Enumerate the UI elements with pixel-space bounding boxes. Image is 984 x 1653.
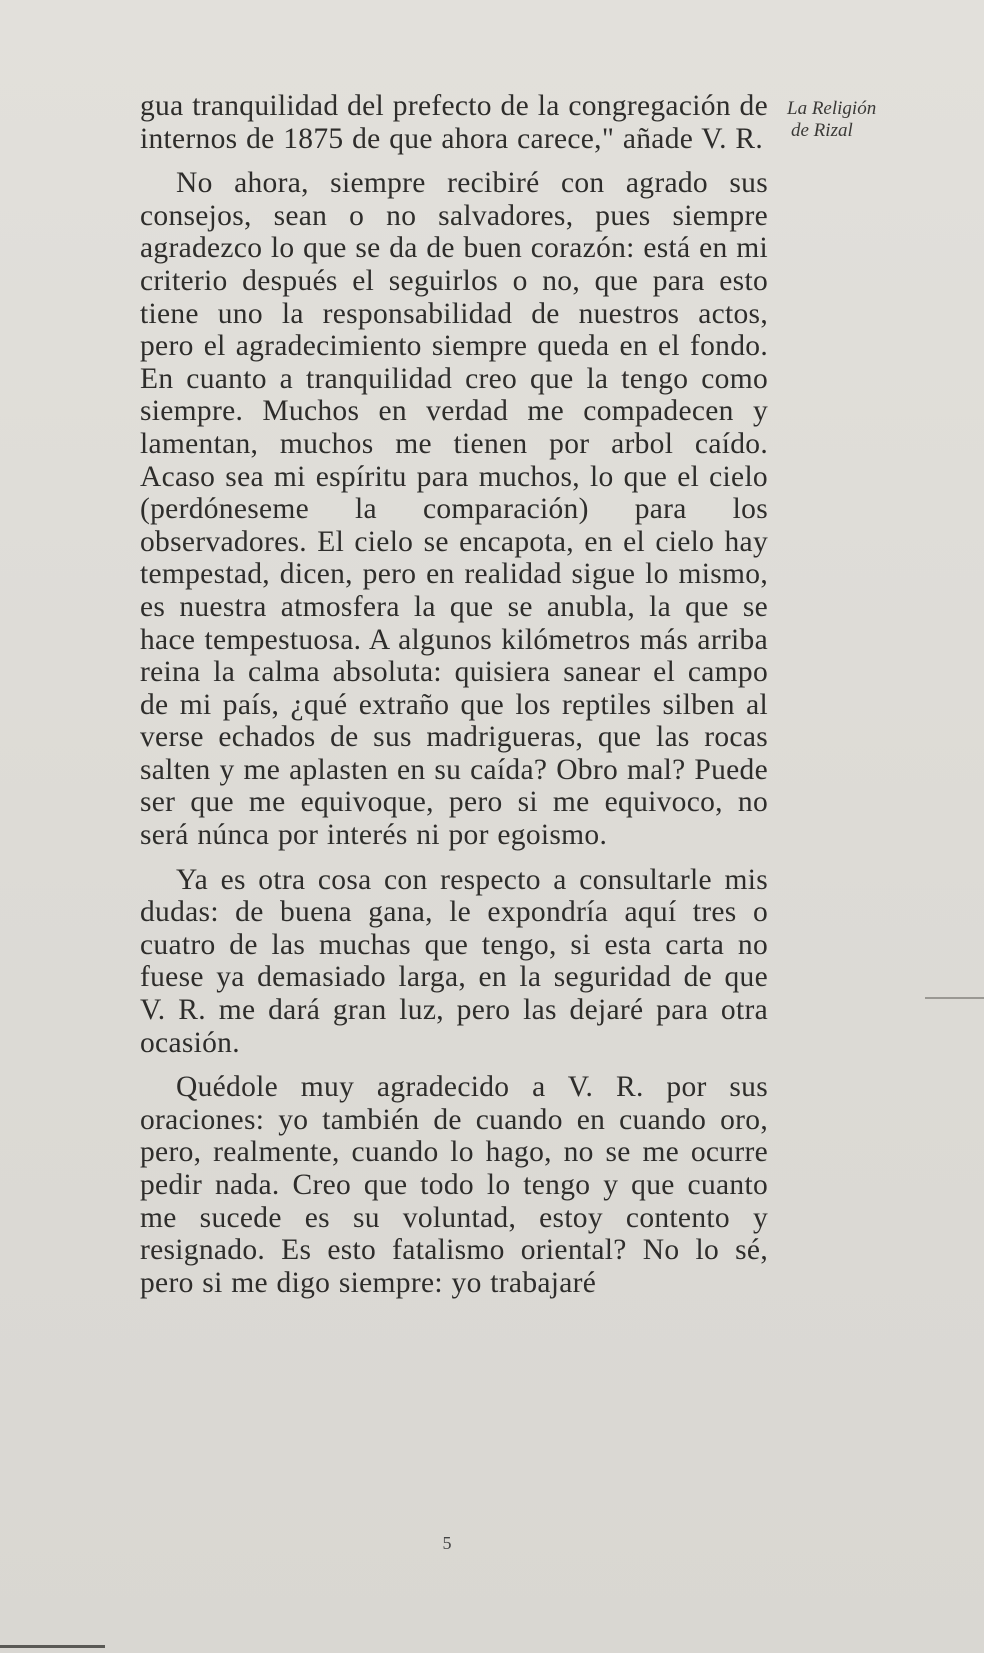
paragraph: Quédole muy agradecido a V. R. por sus oraciones: yo también de cuando en cuando oro, pero, realmente, cuando lo hago, no se me ocurre pedir nada. Creo que todo lo tengo y que cuanto me sucede es su voluntad, estoy contento y resignado. Es esto fatalismo oriental? No lo sé, pero si me digo siempre: yo trabajaré [140, 1071, 768, 1299]
margin-rule-divider [925, 997, 984, 999]
paragraph-continued: gua tranquilidad del prefecto de la congregación de internos de 1875 de que ahora carece," añade V. R. [140, 90, 768, 155]
body-text [140, 90, 768, 1311]
running-head-subtitle: de Rizal [791, 120, 853, 141]
paragraph: Ya es otra cosa con respecto a consultarle mis dudas: de buena gana, le expondría aquí tres o cuatro de las muchas que tengo, si esta carta no fuese ya demasiado larga, en la seguridad de que V. R. me dará gran luz, pero las dejaré para otra ocasión. [140, 863, 768, 1059]
running-head [787, 98, 947, 142]
running-head-title: La Religión [787, 98, 877, 119]
page-number: 5 [442, 1533, 452, 1553]
paragraph: No ahora, siempre recibiré con agrado sus consejos, sean o no salvadores, pues siempre agradezco lo que se da de buen corazón: está en mi criterio después el seguirlos o no, que para esto tiene uno la responsabilidad de nuestros actos, pero el agradecimiento siempre queda en el fondo. En cuanto a tranquilidad creo que la tengo como siempre. Muchos en verdad me compadecen y lamentan, muchos me tienen por arbol caído. Acaso sea mi espíritu para muchos, lo que el cielo (perdóneseme la comparación) para los observadores. El cielo se encapota, en el cielo hay tempestad, dicen, pero en realidad sigue lo mismo, es nuestra atmosfera la que se anubla, la que se hace tempestuosa. A algunos kilómetros más arriba reina la calma absoluta: quisiera sanear el campo de mi país, ¿qué extraño que los reptiles silben al verse echados de sus madrigueras, que las rocas salten y me aplasten en su caída? Obro mal? Puede ser que me equivoque, pero si me equivoco, no será núnca por interés ni por egoismo. [140, 167, 768, 852]
bottom-rule-divider [0, 1645, 105, 1648]
